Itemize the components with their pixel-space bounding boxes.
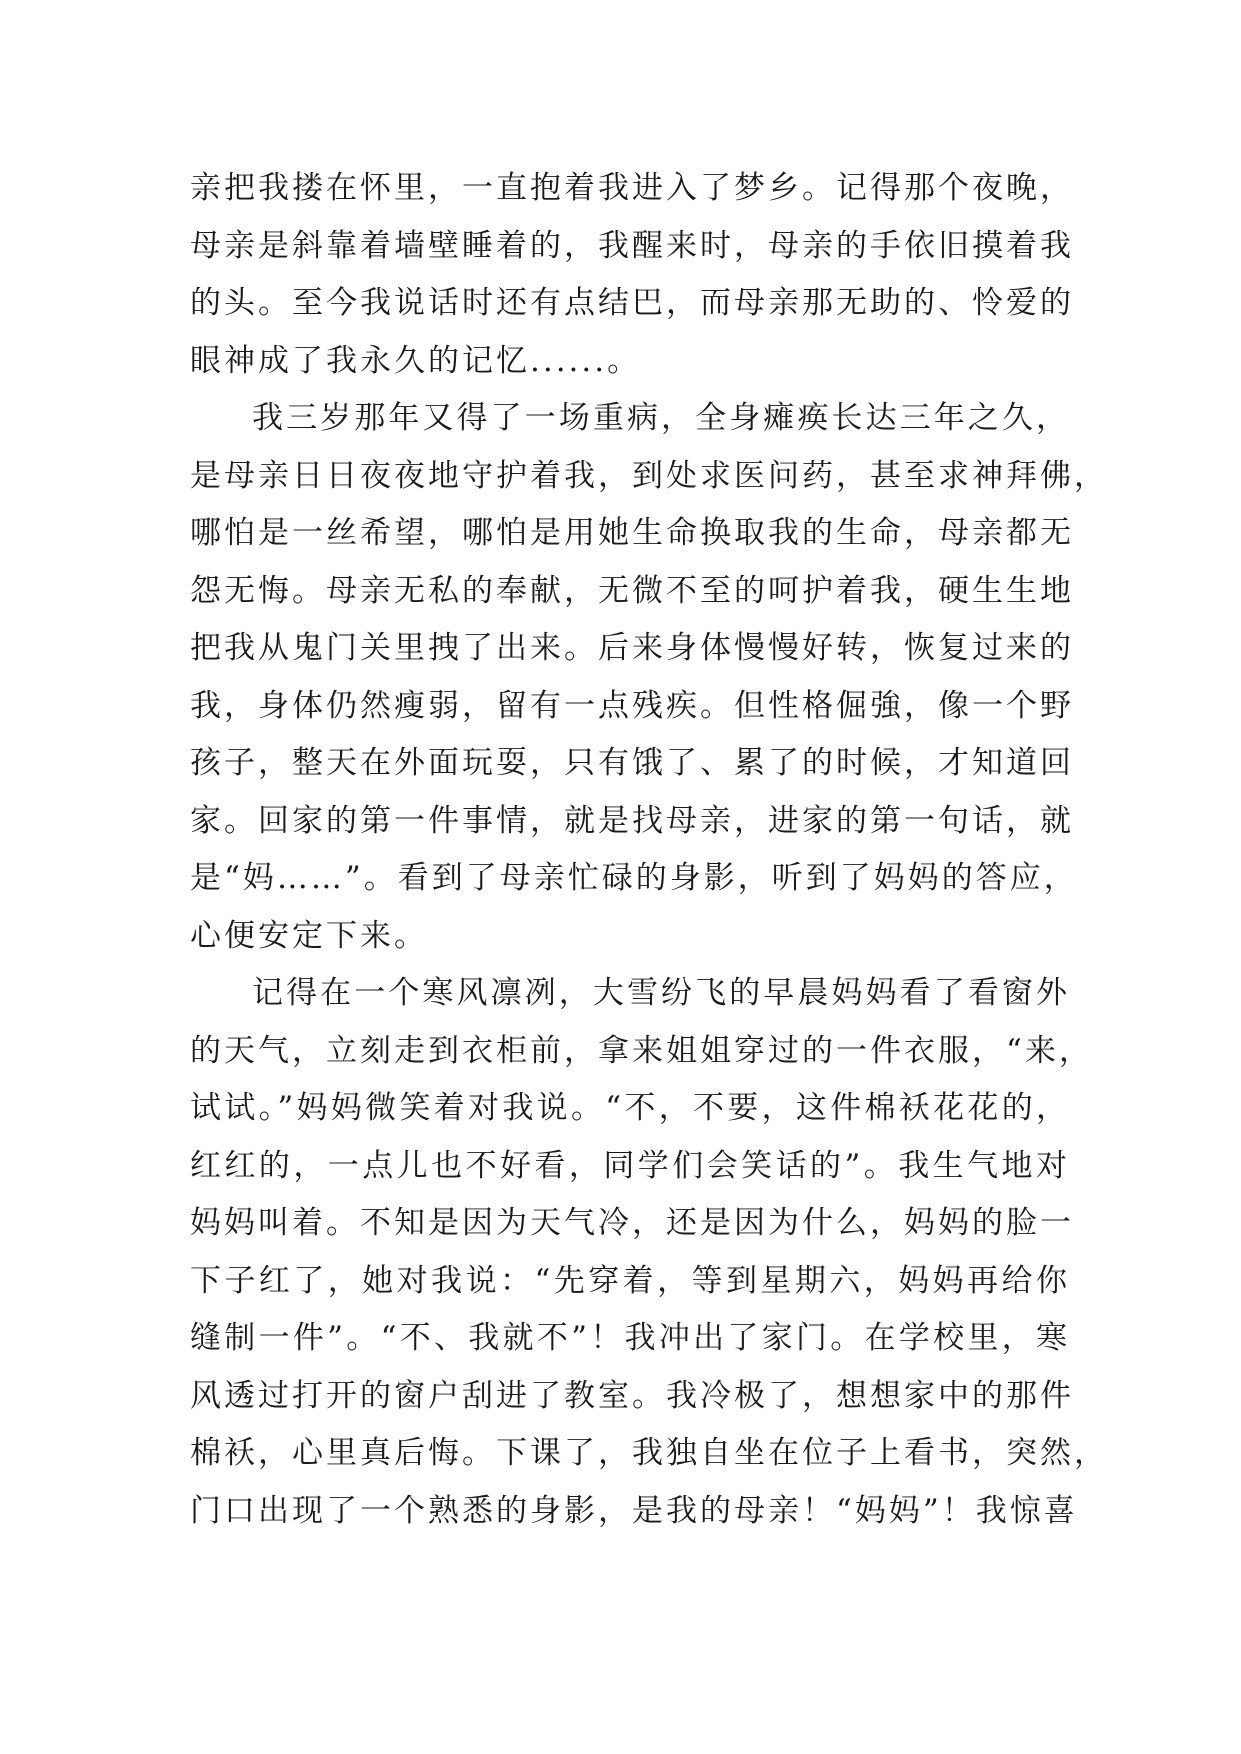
paragraph-2-line-1: 我三岁那年又得了一场重病，全身瘫痪长达三年之久， <box>252 400 1070 436</box>
paragraph-1-line-1: 亲把我搂在怀里，一直抱着我进入了梦乡。记得那个夜晚， <box>190 170 1074 206</box>
paragraph-2-line-5: 把我从鬼门关里拽了出来。后来身体慢慢好转，恢复过来的 <box>190 630 1074 666</box>
paragraph-3-line-10: 门口出现了一个熟悉的身影，是我的母亲！“妈妈”！我惊喜 <box>190 1492 1078 1529</box>
body-text <box>190 160 1108 1540</box>
paragraph-2-line-9: 是“妈……”。看到了母亲忙碌的身影，听到了妈妈的答应， <box>190 860 1078 896</box>
paragraph-3-line-7: 缝制一件”。“不、我就不”！我冲出了家门。在学校里，寒 <box>190 1320 1070 1356</box>
paragraph-3-line-9: 棉袄，心里真后悔。下课了，我独自坐在位子上看书，突然， <box>190 1435 1108 1471</box>
paragraph-2-line-2: 是母亲日日夜夜地守护着我，到处求医问药，甚至求神拜佛， <box>190 457 1108 494</box>
paragraph-2-line-7: 孩子，整天在外面玩耍，只有饿了、累了的时候，才知道回 <box>190 745 1074 781</box>
paragraph-3-line-4: 红红的，一点儿也不好看，同学们会笑话的”。我生气地对 <box>190 1147 1070 1184</box>
paragraph-3-line-5: 妈妈叫着。不知是因为天气冷，还是因为什么，妈妈的脸一 <box>190 1205 1074 1241</box>
paragraph-2-line-10: 心便安定下来。 <box>190 917 428 954</box>
paragraph-2-line-3: 哪怕是一丝希望，哪怕是用她生命换取我的生命，母亲都无 <box>190 515 1074 551</box>
paragraph-2-line-8: 家。回家的第一件事情，就是找母亲，进家的第一句话，就 <box>190 802 1074 839</box>
paragraph-3-line-1: 记得在一个寒风凛冽，大雪纷飞的早晨妈妈看了看窗外 <box>252 975 1070 1011</box>
paragraph-2-line-4: 怨无悔。母亲无私的奉献，无微不至的呵护着我，硬生生地 <box>190 572 1074 609</box>
paragraph-2-line-6: 我，身体仍然瘦弱，留有一点残疾。但性格倔強，像一个野 <box>190 687 1074 724</box>
paragraph-3-line-3: 试试。”妈妈微笑着对我说。“不，不要，这件棉袄花花的， <box>190 1090 1070 1126</box>
paragraph-3-line-8: 风透过打开的窗户刮进了教室。我冷极了，想想家中的那件 <box>190 1377 1074 1414</box>
paragraph-3-line-6: 下子红了，她对我说：“先穿着，等到星期六，妈妈再给你 <box>190 1262 1070 1299</box>
paragraph-1-line-3: 的头。至今我说话时还有点结巴，而母亲那无助的、怜爱的 <box>190 285 1074 321</box>
paragraph-3-line-2: 的天气，立刻走到衣柜前，拿来姐姐穿过的一件衣服，“来， <box>190 1032 1093 1069</box>
paragraph-1-line-2: 母亲是斜靠着墙壁睡着的，我醒来时，母亲的手依旧摸着我 <box>190 227 1074 264</box>
paragraph-1-line-4: 眼神成了我永久的记忆......。 <box>190 342 642 379</box>
